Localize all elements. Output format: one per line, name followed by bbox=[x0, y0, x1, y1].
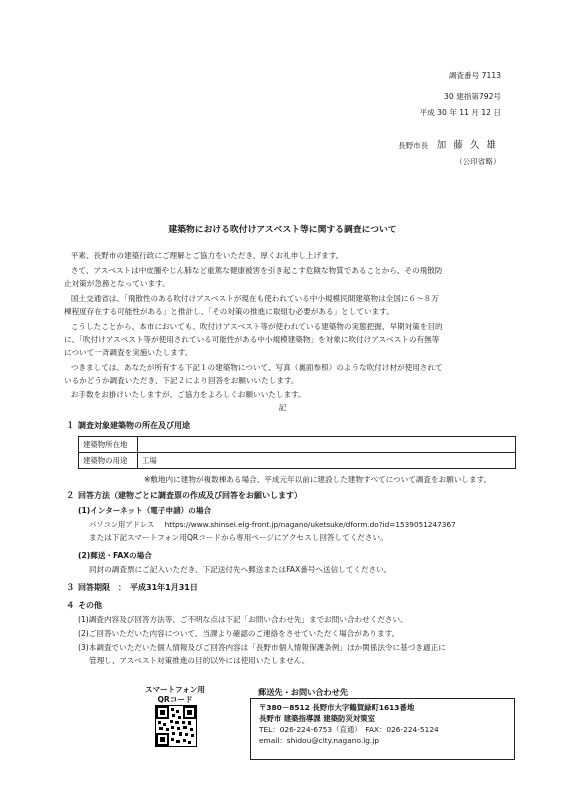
pc-address-link[interactable]: https://www.shinsei.elg-front.jp/nagano/uketsuke/dform.do?id=1539051247367 bbox=[164, 520, 456, 529]
section-2-title: 回答方法（建物ごとに調査票の作成及び回答をお願いします） bbox=[78, 491, 302, 500]
addressee-name: 加 藤 久 雄 bbox=[436, 140, 498, 151]
pc-address-label: パソコン用アドレス bbox=[89, 520, 155, 529]
table-cell-label: 建築物の用途 bbox=[79, 453, 138, 469]
body-paragraph-5b: いるかどうか調査いただき、下記２により回答をお願いいたします。 bbox=[64, 376, 299, 385]
qr-label-2: QRコード bbox=[157, 695, 193, 704]
qr-code-icon[interactable] bbox=[155, 705, 197, 747]
section-3-deadline: 回答期限 ： 平成31年1月31日 bbox=[78, 583, 198, 592]
ki-mark: 記 bbox=[278, 403, 287, 412]
body-paragraph-5a: つきましては、あなたが所有する下記１の建築物について、写真（裏面参照）のような吹付け材が使用されて bbox=[70, 363, 443, 372]
body-paragraph-2a: さて、アスベストは中皮腫やじん肺など重篤な健康被害を引き起こす危険な物質であることから、その飛散防 bbox=[70, 266, 443, 275]
contact-department: 長野市 建築指導課 建築防災対策室 bbox=[259, 714, 376, 724]
table-cell-value bbox=[138, 437, 516, 453]
section-4-number: ４ bbox=[66, 601, 75, 611]
contact-box bbox=[250, 698, 515, 760]
section-3-number: ３ bbox=[66, 583, 75, 593]
document-date: 平成 30 年 11 月 12 日 bbox=[419, 108, 501, 117]
other-item-2: (2)ご回答いただいた内容について、当課より確認のご連絡をさせていただく場合があります。 bbox=[78, 629, 400, 638]
other-item-3a: (3)本調査でいただいた個人情報及びご回答内容は「長野市個人情報保護条例」ほか関係法令に基づき適正に bbox=[78, 643, 446, 652]
document-title: 建築物における吹付けアスベスト等に関する調査について bbox=[168, 225, 397, 235]
body-paragraph-4a: こうしたことから、本市においても、吹付けアスベスト等が使われている建築物の実態把握、早期対策を目的 bbox=[70, 322, 443, 331]
section-1-title: 調査対象建築物の所在及び用途 bbox=[78, 421, 190, 430]
survey-target-table bbox=[78, 436, 516, 469]
other-item-1: (1)調査内容及び回答方法等、ご不明な点は下記「お問い合わせ先」までお問い合わせください。 bbox=[78, 615, 408, 624]
contact-tel-fax: TEL：026-224-6753（直通） FAX：026-224-5124 bbox=[259, 725, 439, 735]
body-paragraph-3a: 国土交通省は、「飛散性のある吹付けアスベストが現在も使われている中小規模民間建築物は全国に６～８万 bbox=[70, 294, 439, 303]
other-item-3b: 管理し、アスベスト対策推進の目的以外には使用いたしません。 bbox=[89, 656, 310, 665]
seal-note: （公印省略） bbox=[455, 157, 501, 166]
section-2-sub1-title: (1)インターネット（電子申請）の場合 bbox=[78, 506, 212, 515]
table-cell-label: 建築物所在地 bbox=[79, 437, 138, 453]
contact-address: 〒380－8512 長野市大字鶴賀緑町1613番地 bbox=[259, 703, 415, 712]
contact-heading: 郵送先・お問い合わせ先 bbox=[258, 687, 349, 697]
body-paragraph-4c: について一斉調査を実施いたします。 bbox=[64, 348, 193, 357]
contact-email[interactable]: email：shidou@city.nagano.lg.jp bbox=[259, 736, 380, 746]
pc-address-line bbox=[89, 519, 456, 530]
body-paragraph-1: 平素、長野市の建築行政にご理解とご協力をいただき、厚くお礼申し上げます。 bbox=[70, 251, 344, 260]
section-2-number: ２ bbox=[66, 491, 75, 501]
qr-label-1: スマートフォン用 bbox=[145, 685, 205, 694]
section-1-note: ※敷地内に建物が複数棟ある場合、平成元年以前に建設した建物すべてについて調査をお願いします。 bbox=[144, 475, 492, 484]
table-cell-value: 工場 bbox=[138, 453, 516, 469]
mail-fax-instruction: 同封の調査票にご記入いただき、下記送付先へ郵送またはFAX番号へ送信してください。 bbox=[89, 565, 392, 574]
section-1-number: １ bbox=[66, 421, 75, 431]
section-2-sub2-title: (2)郵送・FAXの場合 bbox=[78, 551, 152, 560]
body-paragraph-6: お手数をお掛けいたしますが、ご協力をよろしくお願いいたします。 bbox=[70, 390, 306, 399]
addressee bbox=[398, 139, 498, 154]
body-paragraph-4b: に、「吹付けアスベスト等が使用されている可能性がある中小規模建築物」を対象に吹付けアスベストの有無等 bbox=[64, 335, 440, 344]
body-paragraph-3b: 棟程度存在する可能性がある」と推計し、「その対策の推進に取組む必要がある」としています。 bbox=[64, 307, 394, 316]
qr-instruction: または下記スマートフォン用QRコードから専用ページにアクセスし回答してください。 bbox=[89, 533, 388, 542]
addressee-title: 長野市長 bbox=[398, 141, 429, 150]
section-4-title: その他 bbox=[78, 601, 102, 610]
table-row bbox=[79, 437, 516, 453]
survey-number: 調査番号 7113 bbox=[448, 71, 501, 80]
document-number: 30 建指第792号 bbox=[444, 92, 501, 101]
body-paragraph-2b: 止対策が急務となっています。 bbox=[64, 279, 170, 288]
table-row bbox=[79, 453, 516, 469]
